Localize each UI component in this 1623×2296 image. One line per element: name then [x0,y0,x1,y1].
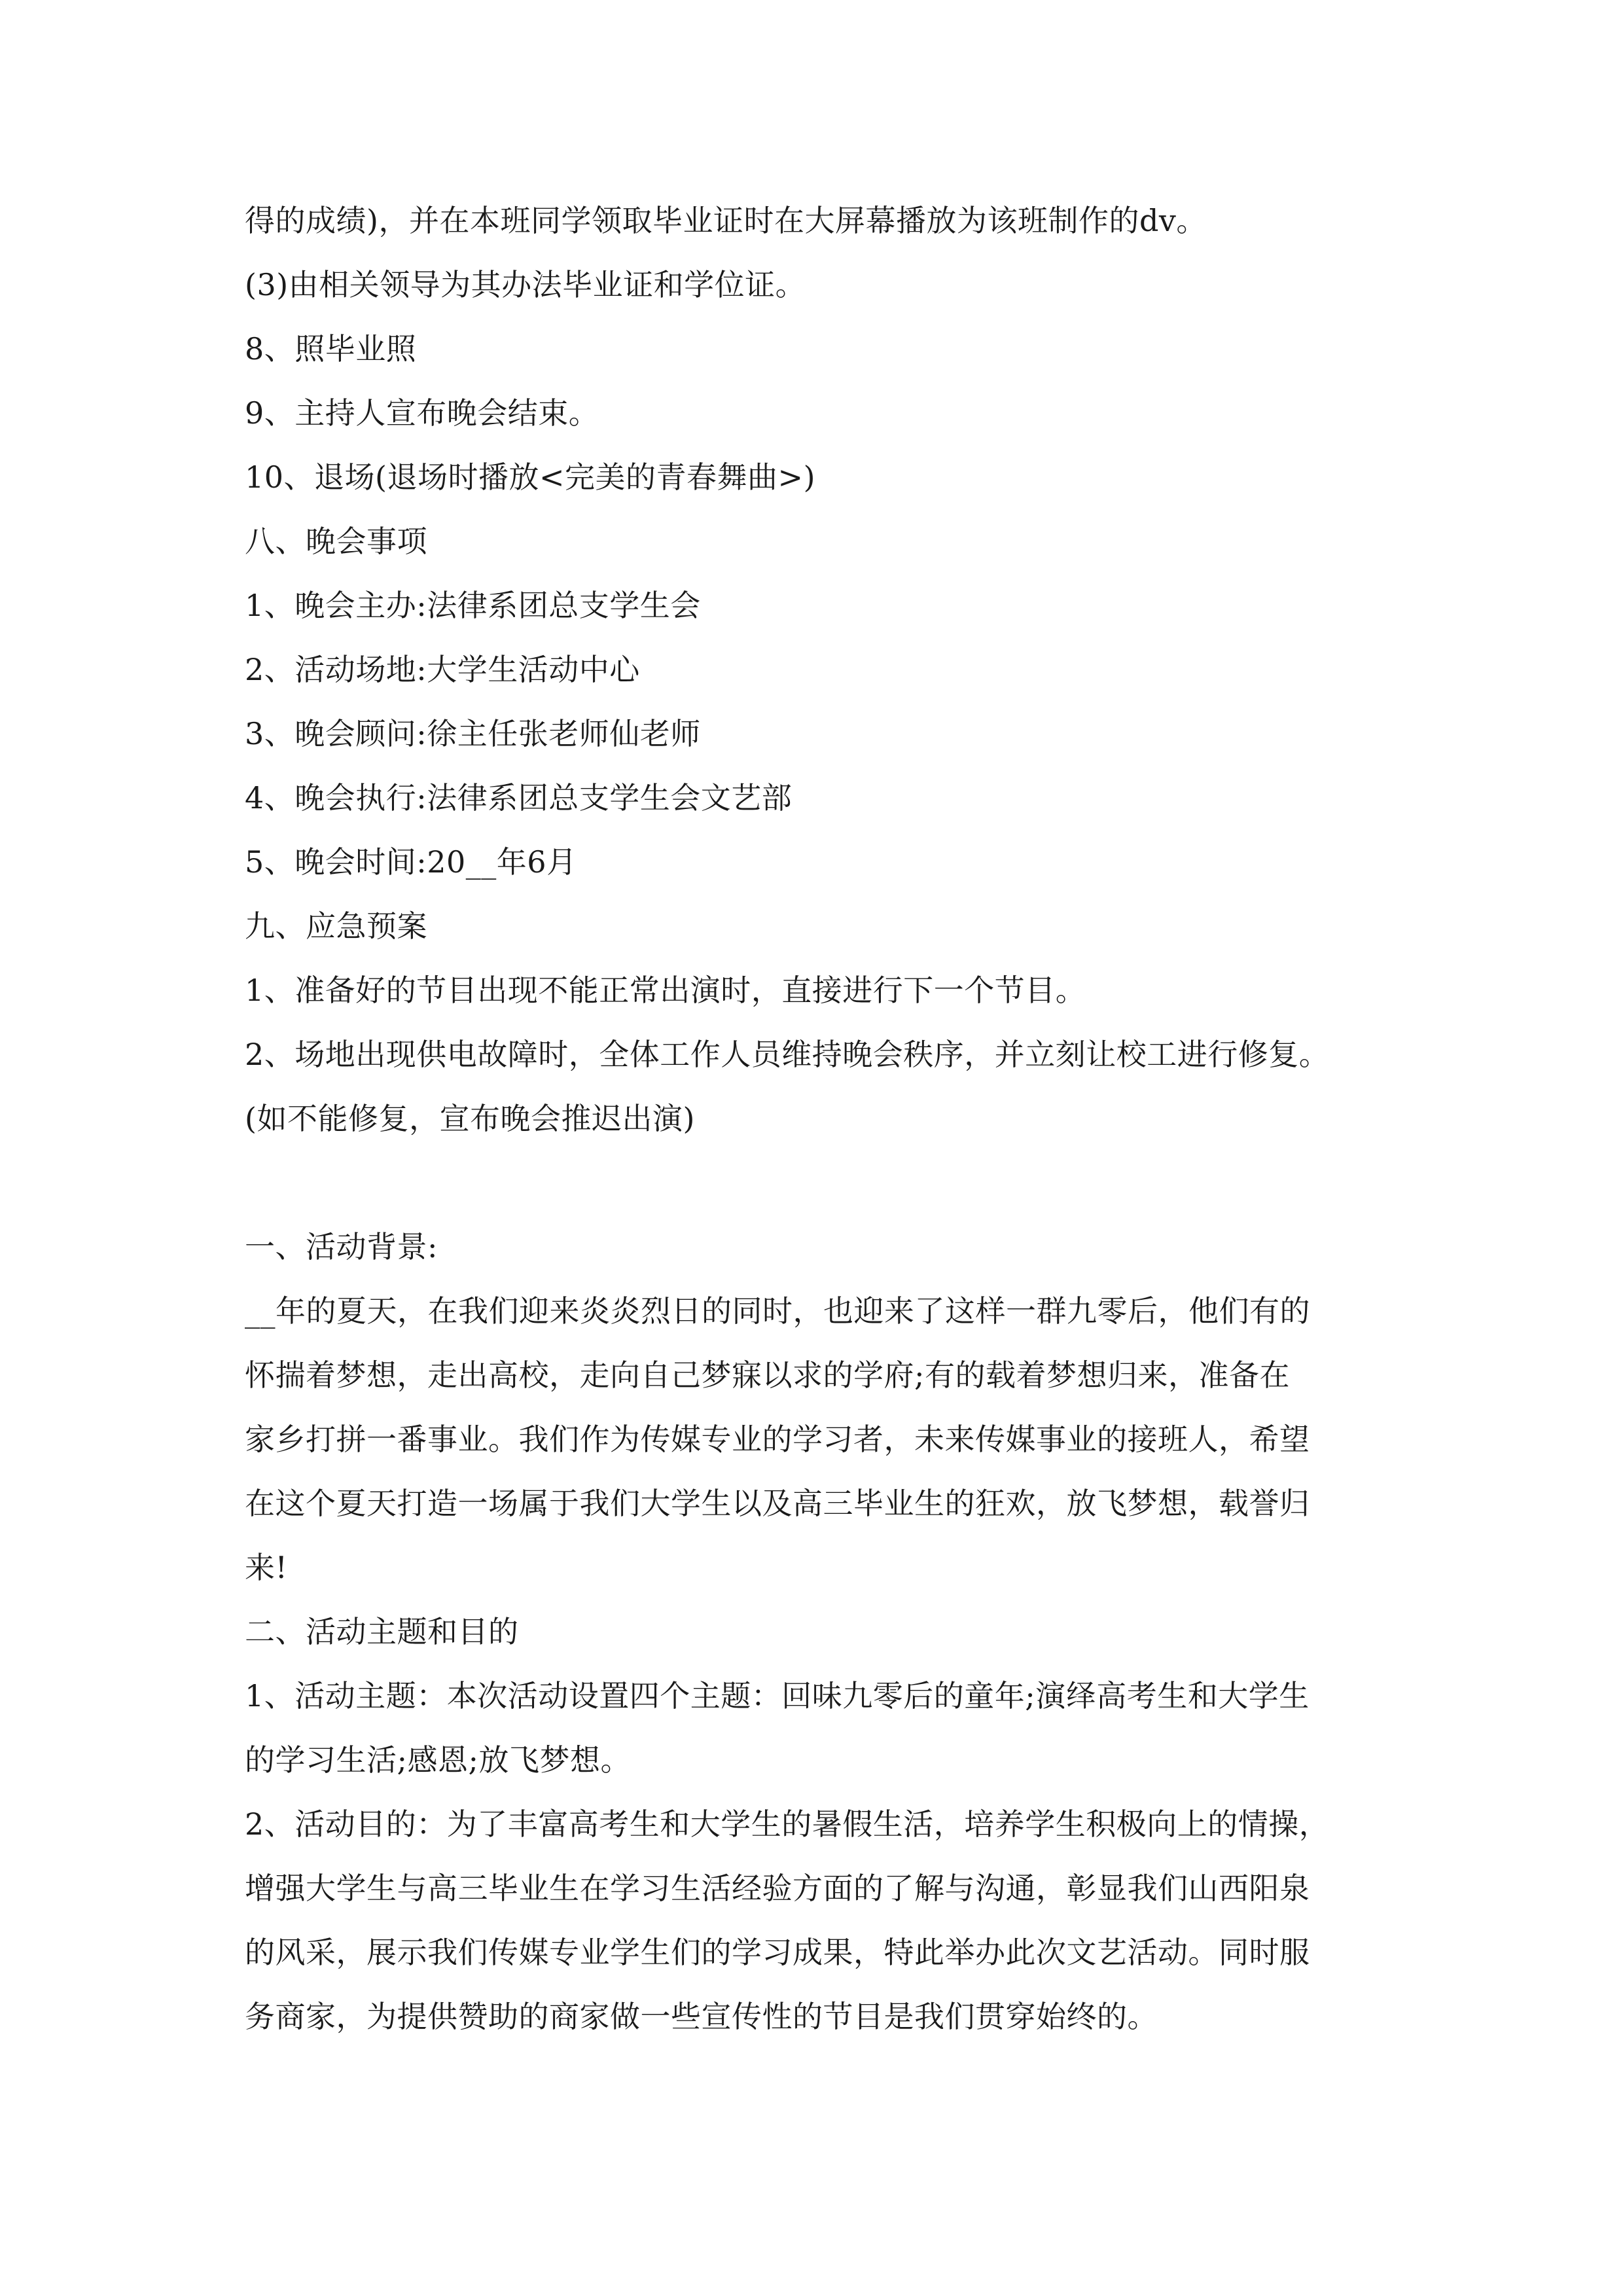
text-line: 家乡打拼一番事业。我们作为传媒专业的学习者，未来传媒事业的接班人，希望 [245,1422,1310,1457]
text-line: 在这个夏天打造一场属于我们大学生以及高三毕业生的狂欢，放飞梦想，载誉归 [245,1486,1310,1521]
text-line: 1、晚会主办:法律系团总支学生会 [245,588,701,623]
text-line: 2、活动目的：为了丰富高考生和大学生的暑假生活，培养学生积极向上的情操， [245,1806,1330,1842]
text-line: 怀揣着梦想，走出高校，走向自己梦寐以求的学府;有的载着梦想归来，准备在 [245,1357,1290,1393]
text-line: __年的夏天，在我们迎来炎炎烈日的同时，也迎来了这样一群九零后，他们有的 [245,1293,1310,1329]
text-line: 来! [245,1550,288,1585]
text-line: 4、晚会执行:法律系团总支学生会文艺部 [245,780,793,816]
text-line: 2、活动场地:大学生活动中心 [245,652,640,687]
section-heading: 八、晚会事项 [245,524,427,559]
text-line: 5、晚会时间:20__年6月 [245,844,577,880]
text-line: 9、主持人宣布晚会结束。 [245,395,599,431]
text-line: 1、准备好的节目出现不能正常出演时，直接进行下一个节目。 [245,973,1086,1008]
text-line: 3、晚会顾问:徐主任张老师仙老师 [245,716,701,751]
blank-line [245,1166,1410,1230]
text-line: 增强大学生与高三毕业生在学习生活经验方面的了解与沟通，彰显我们山西阳泉 [245,1871,1310,1906]
document-body [245,204,1410,2064]
text-line: 2、场地出现供电故障时，全体工作人员维持晚会秩序，并立刻让校工进行修复。 [245,1037,1330,1072]
text-line: 的风采，展示我们传媒专业学生们的学习成果，特此举办此次文艺活动。同时服 [245,1935,1310,1970]
text-line: 务商家，为提供赞助的商家做一些宣传性的节目是我们贯穿始终的。 [245,1999,1158,2034]
section-heading: 九、应急预案 [245,908,427,944]
text-line: 8、照毕业照 [245,331,417,367]
section-heading: 二、活动主题和目的 [245,1614,519,1649]
section-heading: 一、活动背景: [245,1229,438,1265]
text-line: 1、活动主题：本次活动设置四个主题：回味九零后的童年;演绎高考生和大学生 [245,1678,1310,1713]
text-line: (如不能修复，宣布晚会推迟出演) [245,1101,695,1136]
text-line: 10、退场(退场时播放<完美的青春舞曲>) [245,459,816,495]
text-line: 的学习生活;感恩;放飞梦想。 [245,1742,631,1778]
text-line: 得的成绩)，并在本班同学领取毕业证时在大屏幕播放为该班制作的dv。 [245,203,1207,238]
text-line: (3)由相关领导为其办法毕业证和学位证。 [245,267,806,302]
